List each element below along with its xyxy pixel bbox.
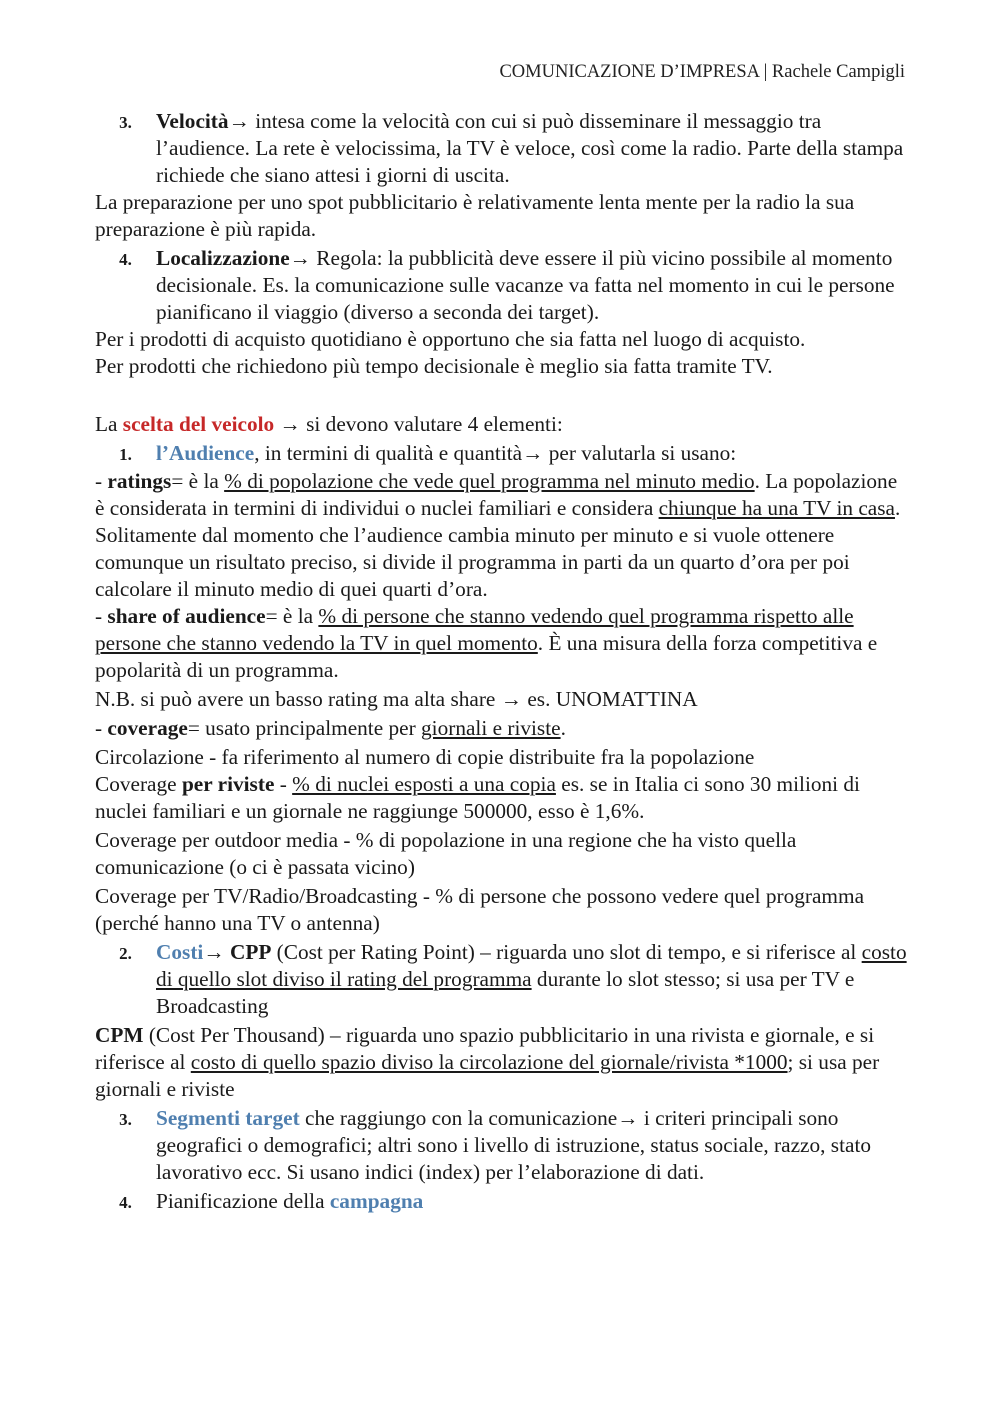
list-item-text (156, 245, 907, 326)
cpm-text-2: ; si usa per giornali e riviste (95, 1050, 880, 1101)
list-item-text (156, 939, 907, 1020)
paragraph-coverage-tv: Coverage per TV/Radio/Broadcasting - % di persone che possono vedere quel programma (perché hanno una TV o antenna) (95, 884, 865, 935)
term-ratings: ratings (107, 469, 172, 493)
list-number: 4. (119, 250, 132, 269)
ratings-text-1: . La popolazione è considerata in termini di individui o nuclei familiari e considera (95, 469, 898, 520)
list-item-segmenti (95, 1105, 907, 1186)
list-number: 4. (119, 1193, 132, 1212)
paragraph-coverage-outdoor: Coverage per outdoor media - % di popolazione in una regione che ha visto quella comunicazione (o ci è passata vicino) (95, 828, 797, 879)
term-audience: l’Audience (156, 441, 255, 465)
paragraph-cpm (95, 1022, 907, 1103)
list-item-text (156, 440, 907, 467)
coverage-riviste-underline: % di nuclei esposti a una copia (292, 772, 556, 796)
scelta-veicolo-heading (95, 411, 907, 438)
term-segmenti: Segmenti target (156, 1106, 300, 1130)
costi-text-2: durante lo slot stesso; si usa per TV e Broadcasting (156, 967, 855, 1018)
ratings-text-2: . Solitamente dal momento che l’audience cambia minuto per minuto e si vuole ottenere comunque un risultato preciso, si divide il programma in parti da un quarto d’ora per poi calcolare il minuto medio di quei quarti d’ora. (95, 496, 901, 601)
scelta-highlight: scelta del veicolo (122, 412, 275, 436)
list-item-pianificazione (95, 1188, 907, 1216)
cpm-underline: costo di quello spazio diviso la circolazione del giornale/rivista *1000 (190, 1050, 788, 1074)
localizzazione-text: Regola: la pubblicità deve essere il più vicino possibile al momento decisionale. Es. la comunicazione sulle vacanze va fatta nel momento in cui le persone pianificano il viaggio (diverso a seconda dei target). (156, 246, 895, 324)
share-eq: = è la (265, 604, 319, 628)
list-item-text (156, 108, 907, 189)
arrow-glyph: → (228, 109, 256, 133)
paragraph-ratings (95, 468, 907, 603)
list-item-localizzazione (95, 245, 907, 326)
list-number: 3. (119, 113, 132, 132)
coverage-eq: = usato principalmente per (187, 716, 422, 740)
scelta-pre: La (95, 412, 123, 436)
list-item-audience (95, 440, 907, 468)
ratings-underline-2: chiunque ha una TV in casa (658, 496, 895, 520)
term-costi: Costi (156, 940, 204, 964)
coverage-riviste-text: es. se in Italia ci sono 30 milioni di nuclei familiari e un giornale ne raggiunge 500000, esso è 1,6%. (95, 772, 860, 823)
coverage-end: . (560, 716, 566, 740)
list-number: 3. (119, 1110, 132, 1129)
dash: - (95, 469, 108, 493)
coverage-riviste-bold: per riviste (181, 772, 275, 796)
dash: - (95, 604, 108, 628)
list-number: 2. (119, 944, 132, 963)
term-cpm: CPM (95, 1023, 144, 1047)
share-definition: % di persone che stanno vedendo quel programma rispetto alle persone che stanno vedendo la TV in quel momento (95, 604, 854, 655)
paragraph-prodotti-quotidiani: Per i prodotti di acquisto quotidiano è opportuno che sia fatta nel luogo di acquisto. (95, 327, 806, 351)
dash: - (95, 716, 108, 740)
velocita-text: intesa come la velocità con cui si può disseminare il messaggio tra l’audience. La rete è velocissima, la TV è veloce, così come la radio. Parte della stampa richiede che siano attesi i giorni di uscita. (156, 109, 904, 187)
paragraph-share (95, 603, 907, 684)
list-item-velocita (95, 108, 907, 189)
list-item-text (156, 1105, 907, 1186)
paragraph-circolazione: Circolazione - fa riferimento al numero di copie distribuite fra la popolazione (95, 745, 755, 769)
audience-text: , in termini di qualità e quantità→ per valutarla si usano: (254, 441, 737, 465)
page-header: COMUNICAZIONE D’IMPRESA | Rachele Campigli (499, 62, 905, 82)
ratings-definition: % di popolazione che vede quel programma nel minuto medio (224, 469, 755, 493)
document-body (95, 108, 907, 1216)
term-coverage: coverage (107, 716, 188, 740)
paragraph-prodotti-tv: Per prodotti che richiedono più tempo decisionale è meglio sia fatta tramite TV. (95, 354, 773, 378)
arrow-glyph: → (203, 940, 230, 964)
arrow-glyph: → (289, 246, 317, 270)
costi-text-1: (Cost per Rating Point) – riguarda uno slot di tempo, e si riferisce al (271, 940, 862, 964)
list-number: 1. (119, 445, 132, 464)
costi-underline: costo di quello slot diviso il rating del programma (156, 940, 907, 991)
segmenti-text: che raggiungo con la comunicazione→ i criteri principali sono geografici o demografici; altri sono i livello di istruzione, status sociale, razzo, stato lavorativo ecc. Si usano indici (index) per l’elaborazione di dati. (156, 1106, 872, 1184)
term-cpp: CPP (229, 940, 272, 964)
paragraph-coverage (95, 715, 907, 742)
list-item-text (156, 1188, 907, 1215)
cpm-text-1: (Cost Per Thousand) – riguarda uno spazio pubblicitario in una rivista e giornale, e si riferisce al (95, 1023, 875, 1074)
coverage-riviste-mid: - (274, 772, 293, 796)
share-text: . È una misura della forza competitiva e popolarità di un programma. (95, 631, 878, 682)
ratings-eq: = è la (171, 469, 225, 493)
term-velocita: Velocità (156, 109, 229, 133)
coverage-underline: giornali e riviste (421, 716, 561, 740)
paragraph-coverage-riviste (95, 771, 907, 825)
term-localizzazione: Localizzazione (156, 246, 290, 270)
paragraph-preparazione: La preparazione per uno spot pubblicitario è relativamente lenta mente per la radio la sua preparazione è più rapida. (95, 190, 855, 241)
paragraph-nb: N.B. si può avere un basso rating ma alta share → es. UNOMATTINA (95, 687, 698, 711)
list-item-costi (95, 939, 907, 1020)
term-share: share of audience (107, 604, 266, 628)
scelta-post: → si devono valutare 4 elementi: (274, 412, 563, 436)
pianificazione-text: Pianificazione della (156, 1189, 330, 1213)
term-campagna: campagna (329, 1189, 424, 1213)
coverage-riviste-pre: Coverage (95, 772, 182, 796)
